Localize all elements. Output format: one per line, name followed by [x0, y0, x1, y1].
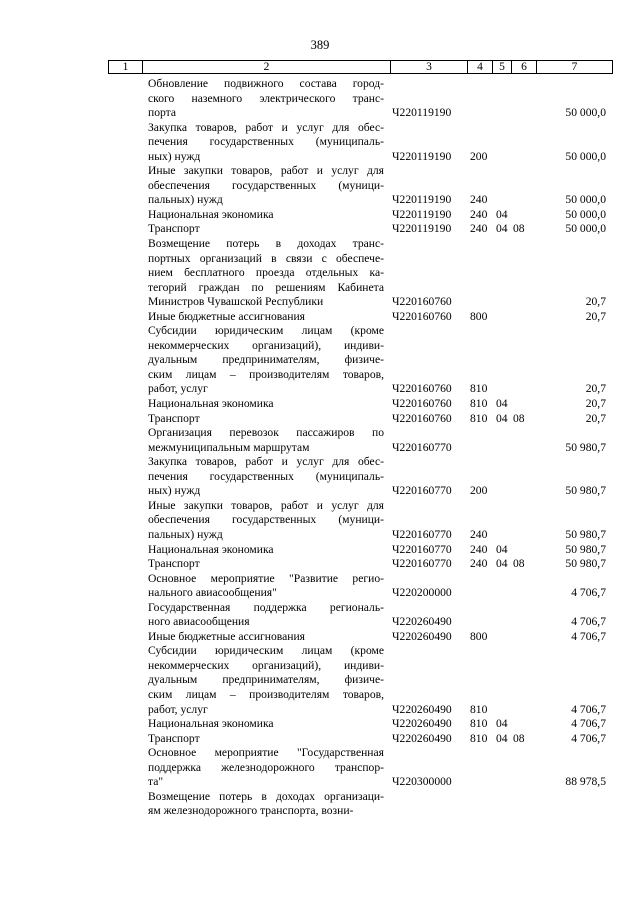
- amount-value: 50 000,0: [565, 149, 606, 163]
- amount-value: 50 980,7: [565, 527, 606, 541]
- table-header: [108, 60, 613, 74]
- amount-value: 50 000,0: [565, 106, 606, 120]
- table-row: [0, 557, 640, 572]
- row-description: [148, 208, 384, 223]
- description-line: та": [148, 775, 164, 789]
- section-code: 04: [496, 557, 508, 571]
- row-description: [148, 644, 384, 717]
- row-description: [148, 790, 384, 819]
- target-article-code: Ч220260490: [392, 615, 452, 629]
- expense-type-code: 810: [470, 382, 488, 396]
- expense-type-code: 200: [470, 149, 488, 163]
- target-article-code: Ч220119190: [392, 149, 452, 163]
- description-line: Транспорт: [148, 411, 200, 425]
- description-line: пальных) нужд: [148, 193, 223, 207]
- header-col-5: 5: [493, 61, 512, 73]
- table-row: [0, 237, 640, 310]
- amount-value: 50 980,7: [565, 542, 606, 556]
- row-description: [148, 557, 384, 572]
- target-article-code: Ч220260490: [392, 629, 452, 643]
- amount-value: 50 980,7: [565, 484, 606, 498]
- amount-value: 4 706,7: [571, 586, 606, 600]
- table-row: [0, 310, 640, 325]
- table-row: [0, 208, 640, 223]
- row-description: [148, 732, 384, 747]
- description-line: работ, услуг: [148, 382, 208, 396]
- subsection-code: 08: [513, 411, 525, 425]
- description-line: Транспорт: [148, 557, 200, 571]
- target-article-code: Ч220160760: [392, 295, 452, 309]
- amount-value: 50 000,0: [565, 222, 606, 236]
- row-description: [148, 630, 384, 645]
- section-code: 04: [496, 731, 508, 745]
- description-line: поддержка железнодорожного транспор-: [148, 760, 384, 774]
- description-line: тегорий граждан по решениям Кабинета: [148, 280, 384, 294]
- table-row: [0, 543, 640, 558]
- row-description: [148, 499, 384, 543]
- budget-table-body: [0, 77, 640, 819]
- description-line: Организация перевозок пассажиров по: [148, 426, 384, 440]
- section-code: 04: [496, 207, 508, 221]
- description-line: ных) нужд: [148, 484, 201, 498]
- target-article-code: Ч220160760: [392, 309, 452, 323]
- target-article-code: Ч220260490: [392, 731, 452, 745]
- description-line: Закупка товаров, работ и услуг для обес-: [148, 120, 384, 134]
- description-line: Национальная экономика: [148, 207, 274, 221]
- description-line: печения государственных (муниципаль-: [148, 469, 384, 483]
- description-line: дуальным предпринимателям, физиче-: [148, 353, 384, 367]
- table-row: [0, 77, 640, 121]
- description-line: Транспорт: [148, 222, 200, 236]
- table-row: [0, 601, 640, 630]
- row-description: [148, 324, 384, 397]
- page-number: 389: [310, 38, 330, 52]
- amount-value: 20,7: [585, 309, 606, 323]
- target-article-code: Ч220160770: [392, 527, 452, 541]
- description-line: Иные бюджетные ассигнования: [148, 309, 305, 323]
- row-description: [148, 237, 384, 310]
- description-line: Национальная экономика: [148, 397, 274, 411]
- description-line: ским лицам – производителям товаров,: [148, 367, 384, 381]
- target-article-code: Ч220260490: [392, 702, 452, 716]
- subsection-code: 08: [513, 222, 525, 236]
- row-description: [148, 397, 384, 412]
- section-code: 04: [496, 222, 508, 236]
- table-row: [0, 746, 640, 790]
- expense-type-code: 810: [470, 411, 488, 425]
- section-code: 04: [496, 411, 508, 425]
- header-col-2: 2: [143, 61, 391, 73]
- target-article-code: Ч220160760: [392, 411, 452, 425]
- table-row: [0, 732, 640, 747]
- target-article-code: Ч220119190: [392, 193, 452, 207]
- target-article-code: Ч220300000: [392, 775, 452, 789]
- description-line: Возмещение потерь в доходах организаци-: [148, 789, 384, 803]
- header-col-3: 3: [391, 61, 468, 73]
- expense-type-code: 240: [470, 193, 488, 207]
- description-line: пальных) нужд: [148, 527, 223, 541]
- description-line: Транспорт: [148, 731, 200, 745]
- expense-type-code: 810: [470, 731, 488, 745]
- row-description: [148, 77, 384, 121]
- description-line: Иные закупки товаров, работ и услуг для: [148, 498, 384, 512]
- target-article-code: Ч220160770: [392, 542, 452, 556]
- description-line: Министров Чувашской Республики: [148, 295, 324, 309]
- description-line: Субсидии юридическим лицам (кроме: [148, 644, 384, 658]
- description-line: Иные бюджетные ассигнования: [148, 629, 305, 643]
- description-line: ям железнодорожного транспорта, возни-: [148, 804, 354, 818]
- target-article-code: Ч220119190: [392, 222, 452, 236]
- amount-value: 4 706,7: [571, 702, 606, 716]
- description-line: Основное мероприятие "Развитие регио-: [148, 571, 384, 585]
- target-article-code: Ч220160770: [392, 440, 452, 454]
- description-line: нием бесплатного проезда отдельных ка-: [148, 266, 384, 280]
- row-description: [148, 543, 384, 558]
- row-description: [148, 310, 384, 325]
- section-code: 04: [496, 717, 508, 731]
- amount-value: 50 980,7: [565, 440, 606, 454]
- expense-type-code: 240: [470, 557, 488, 571]
- description-line: Иные закупки товаров, работ и услуг для: [148, 164, 384, 178]
- target-article-code: Ч220260490: [392, 717, 452, 731]
- amount-value: 4 706,7: [571, 629, 606, 643]
- row-description: [148, 455, 384, 499]
- amount-value: 50 980,7: [565, 557, 606, 571]
- expense-type-code: 810: [470, 397, 488, 411]
- target-article-code: Ч220160760: [392, 382, 452, 396]
- header-col-6: 6: [512, 61, 537, 73]
- description-line: ского наземного электрического транс-: [148, 91, 384, 105]
- amount-value: 50 000,0: [565, 193, 606, 207]
- row-description: [148, 412, 384, 427]
- table-row: [0, 222, 640, 237]
- subsection-code: 08: [513, 557, 525, 571]
- expense-type-code: 800: [470, 309, 488, 323]
- target-article-code: Ч220119190: [392, 207, 452, 221]
- target-article-code: Ч220160760: [392, 397, 452, 411]
- expense-type-code: 240: [470, 527, 488, 541]
- amount-value: 20,7: [585, 295, 606, 309]
- description-line: Национальная экономика: [148, 542, 274, 556]
- amount-value: 20,7: [585, 411, 606, 425]
- description-line: ных) нужд: [148, 149, 201, 163]
- expense-type-code: 240: [470, 222, 488, 236]
- amount-value: 4 706,7: [571, 717, 606, 731]
- table-row: [0, 630, 640, 645]
- table-row: [0, 412, 640, 427]
- description-line: печения государственных (муниципаль-: [148, 135, 384, 149]
- expense-type-code: 240: [470, 207, 488, 221]
- table-row: [0, 164, 640, 208]
- description-line: Основное мероприятие "Государственная: [148, 746, 384, 760]
- row-description: [148, 572, 384, 601]
- description-line: межмуниципальным маршрутам: [148, 440, 310, 454]
- table-row: [0, 426, 640, 455]
- amount-value: 50 000,0: [565, 207, 606, 221]
- expense-type-code: 810: [470, 702, 488, 716]
- table-row: [0, 324, 640, 397]
- row-description: [148, 426, 384, 455]
- row-description: [148, 121, 384, 165]
- target-article-code: Ч220200000: [392, 586, 452, 600]
- description-line: ного авиасообщения: [148, 615, 250, 629]
- expense-type-code: 810: [470, 717, 488, 731]
- amount-value: 88 978,5: [565, 775, 606, 789]
- amount-value: 4 706,7: [571, 615, 606, 629]
- description-line: нального авиасообщения": [148, 586, 277, 600]
- section-code: 04: [496, 397, 508, 411]
- row-description: [148, 164, 384, 208]
- header-col-7: 7: [571, 61, 578, 73]
- target-article-code: Ч220160770: [392, 557, 452, 571]
- header-col-1: 1: [109, 61, 143, 73]
- target-article-code: Ч220119190: [392, 106, 452, 120]
- target-article-code: Ч220160770: [392, 484, 452, 498]
- amount-value: 20,7: [585, 382, 606, 396]
- description-line: обеспечения государственных (муници-: [148, 178, 384, 192]
- description-line: обеспечения государственных (муници-: [148, 513, 384, 527]
- row-description: [148, 601, 384, 630]
- description-line: Обновление подвижного состава город-: [148, 77, 384, 90]
- description-line: Возмещение потерь в доходах транс-: [148, 237, 384, 251]
- description-line: порта: [148, 106, 176, 120]
- description-line: некоммерческих организаций), индиви-: [148, 338, 384, 352]
- description-line: Национальная экономика: [148, 717, 274, 731]
- description-line: дуальным предпринимателям, физиче-: [148, 673, 384, 687]
- description-line: работ, услуг: [148, 702, 208, 716]
- table-row: [0, 717, 640, 732]
- expense-type-code: 200: [470, 484, 488, 498]
- table-row: [0, 455, 640, 499]
- table-row: [0, 499, 640, 543]
- description-line: Закупка товаров, работ и услуг для обес-: [148, 455, 384, 469]
- expense-type-code: 800: [470, 629, 488, 643]
- table-row: [0, 644, 640, 717]
- table-row: [0, 121, 640, 165]
- expense-type-code: 240: [470, 542, 488, 556]
- description-line: Государственная поддержка региональ-: [148, 600, 384, 614]
- subsection-code: 08: [513, 731, 525, 745]
- amount-value: 4 706,7: [571, 731, 606, 745]
- row-description: [148, 222, 384, 237]
- table-row: [0, 397, 640, 412]
- header-col-4: 4: [468, 61, 493, 73]
- row-description: [148, 746, 384, 790]
- row-description: [148, 717, 384, 732]
- description-line: ским лицам – производителям товаров,: [148, 687, 384, 701]
- table-row: [0, 790, 640, 819]
- description-line: Субсидии юридическим лицам (кроме: [148, 324, 384, 338]
- section-code: 04: [496, 542, 508, 556]
- description-line: портных организаций в связи с обеспече-: [148, 251, 384, 265]
- description-line: некоммерческих организаций), индиви-: [148, 658, 384, 672]
- table-row: [0, 572, 640, 601]
- amount-value: 20,7: [585, 397, 606, 411]
